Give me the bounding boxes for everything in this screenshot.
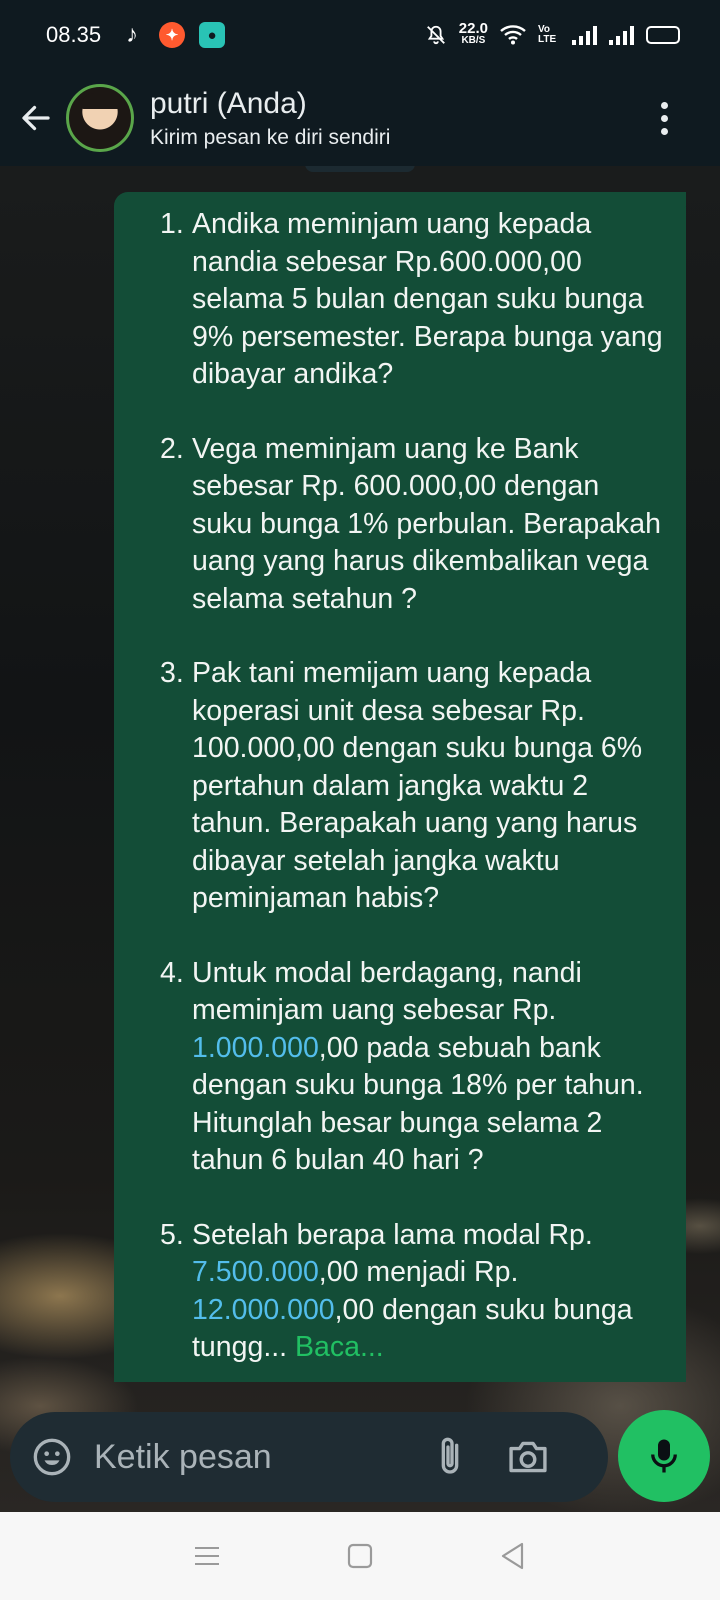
question-text: Andika meminjam uang kepada nandia sebesar Rp.600.000,00 selama 5 bulan dengan suku bunga 9% persemester. Berapa bunga yang dibayar andika?: [192, 208, 663, 390]
signal-bars-sim2-icon: [609, 25, 634, 45]
nav-back-button[interactable]: [493, 1536, 533, 1576]
recent-apps-button[interactable]: [187, 1536, 227, 1576]
system-icons: [425, 20, 680, 47]
message-bubble[interactable]: [114, 192, 686, 1382]
phone-number-link[interactable]: 12.000.000: [192, 1293, 335, 1326]
app-notification-icon: ✦: [159, 22, 185, 48]
mic-button[interactable]: [618, 1410, 710, 1502]
wifi-icon: [500, 25, 526, 45]
status-time: 08.35: [46, 22, 102, 47]
phone-number-link[interactable]: 1.000.000: [192, 1031, 319, 1064]
message-input[interactable]: [94, 1432, 424, 1482]
contact-subtitle: Kirim pesan ke diri sendiri: [150, 126, 391, 149]
contact-name: putri (Anda): [150, 87, 307, 120]
back-arrow-icon: [18, 100, 54, 136]
question-text: Vega meminjam uang ke Bank sebesar Rp. 600.000,00 dengan suku bunga 1% perbulan. Berapakah uang yang harus dikembalikan vega selama setahun ?: [192, 432, 662, 615]
list-item: [160, 1217, 666, 1367]
camera-icon[interactable]: [506, 1437, 550, 1477]
back-button[interactable]: [10, 92, 62, 144]
contact-avatar[interactable]: [66, 84, 134, 152]
date-chip: [305, 166, 415, 172]
mic-icon: [646, 1436, 682, 1476]
question-list: [160, 206, 666, 1367]
list-number: 2.: [160, 432, 184, 465]
question-text-mid: ,00 menjadi Rp.: [318, 1256, 519, 1288]
emoji-icon[interactable]: [32, 1437, 72, 1477]
notification-icons: [119, 22, 225, 48]
list-number: 5.: [160, 1218, 184, 1251]
tiktok-icon: ♪: [126, 21, 139, 48]
mute-bell-icon: [425, 24, 447, 46]
system-navigation-bar: [0, 1512, 720, 1600]
home-button[interactable]: [340, 1536, 380, 1576]
list-number: 3.: [160, 657, 184, 689]
network-speed-value: 22.0: [458, 20, 488, 37]
list-number: 4.: [160, 956, 184, 989]
message-input-bar: [10, 1412, 608, 1502]
chat-app-icon: ●: [199, 22, 225, 48]
question-text: Pak tani memijam uang kepada koperasi unit desa sebesar Rp. 100.000,00 dengan suku bunga 6% pertahun dalam jangka waktu 2 tahun. Berapakah uang yang harus dibayar setelah jangka waktu peminjaman habis?: [192, 657, 643, 914]
question-text-pre: Untuk modal berdagang, nandi meminjam uang sebesar Rp.: [192, 956, 582, 1026]
phone-number-link[interactable]: 7.500.000: [192, 1256, 319, 1288]
back-icon: [500, 1542, 526, 1570]
battery-icon: [646, 26, 680, 44]
list-item: [160, 955, 666, 1180]
read-more-link[interactable]: Baca...: [295, 1331, 384, 1363]
list-item: [160, 655, 666, 918]
list-item: [160, 431, 666, 619]
list-number: 1.: [160, 208, 184, 240]
more-vert-icon: [661, 102, 668, 109]
contact-info[interactable]: [150, 86, 390, 150]
more-options-button[interactable]: [653, 96, 676, 141]
network-speed-unit: KB/S: [461, 35, 486, 46]
volte-label: Vo LTE: [538, 24, 557, 45]
question-text-pre: Setelah berapa lama modal Rp.: [192, 1218, 593, 1251]
question-text-post: ,00 dengan suku bunga tungg...: [192, 1293, 633, 1363]
attach-icon[interactable]: [430, 1435, 470, 1479]
signal-bars-sim1-icon: [572, 25, 597, 45]
status-bar: [0, 0, 720, 70]
list-item: [160, 206, 666, 394]
chat-header: [0, 70, 720, 166]
question-text-post: ,00 pada sebuah bank dengan suku bunga 18% per tahun. Hitunglah besar bunga selama 2 tahun 6 bulan 40 hari ?: [192, 1031, 644, 1176]
home-icon: [347, 1543, 373, 1569]
network-speed: [458, 20, 488, 47]
recent-apps-icon: [194, 1545, 220, 1567]
chat-area[interactable]: [0, 166, 720, 1512]
